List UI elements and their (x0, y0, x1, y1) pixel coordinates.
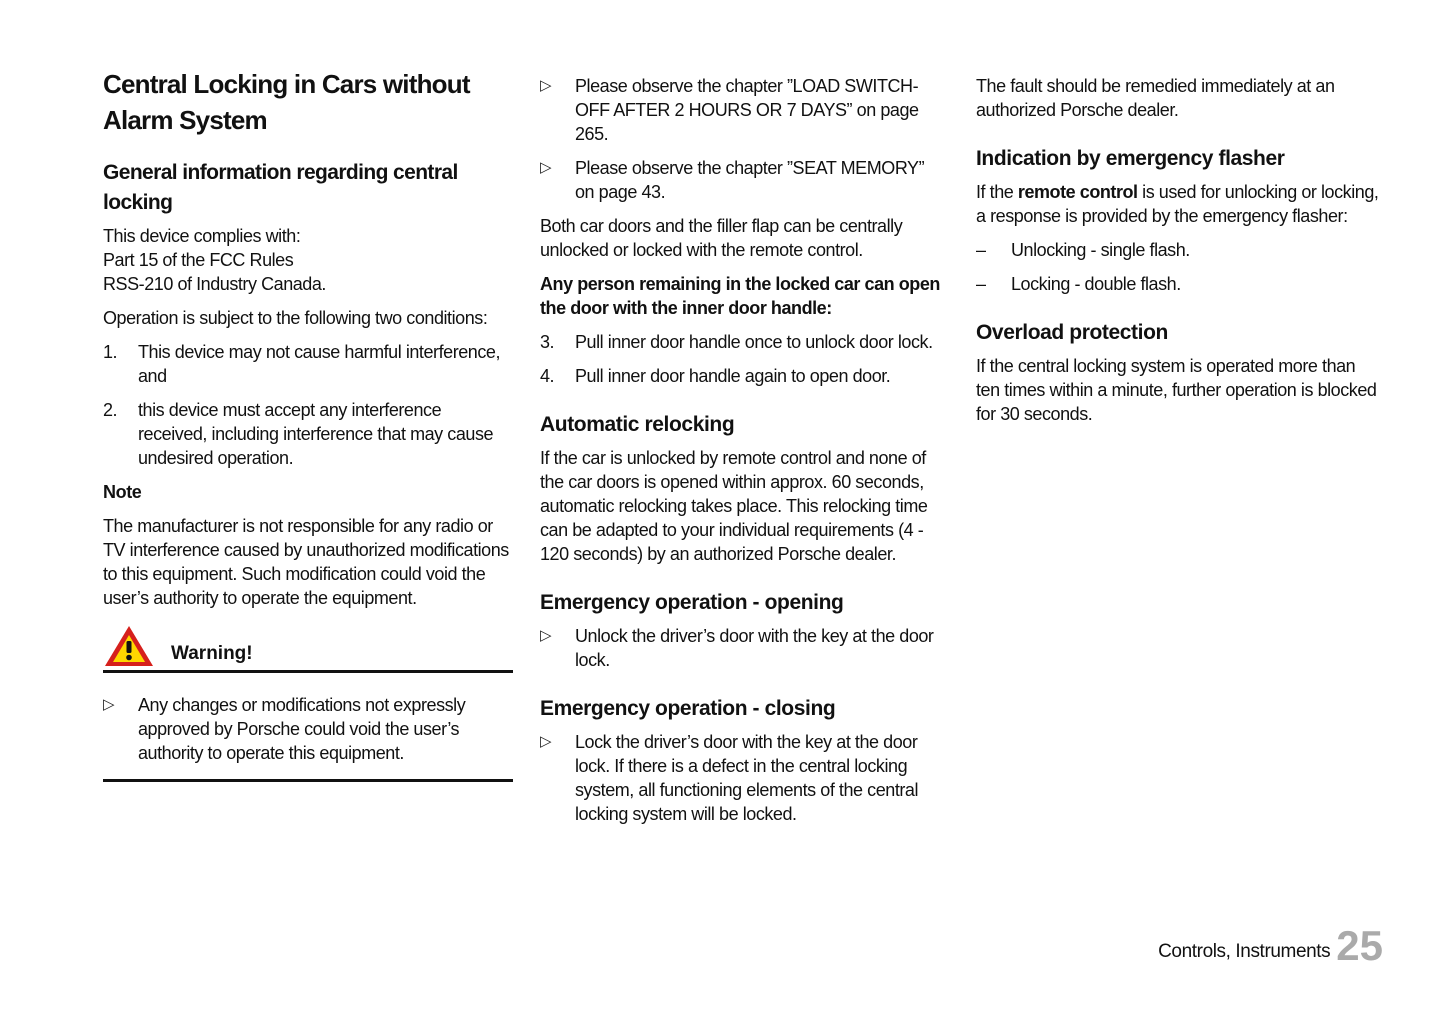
bullet-triangle-icon: ▷ (103, 696, 115, 713)
bullet-triangle-icon: ▷ (540, 77, 552, 94)
flasher-text-post: is used for unlocking or locking, a response is provided by the emergency flasher: (976, 182, 1379, 226)
inner-handle-text: Any person remaining in the locked car can open the door with the inner door handle: (540, 274, 940, 318)
step-text: Pull inner door handle once to unlock door lock. (575, 332, 933, 352)
step-item (540, 364, 945, 388)
doors-text: Both car doors and the filler flap can be centrally unlocked or locked with the remote control. (540, 216, 903, 260)
flash-item (976, 272, 1381, 296)
page-title: Central Locking in Cars without Alarm System (103, 69, 470, 135)
general-info-heading: General information regarding central locking (103, 161, 458, 214)
warning-label: Warning! (171, 643, 253, 664)
section-label: Controls, Instruments (1158, 941, 1331, 962)
flash-text: Unlocking - single flash. (1011, 240, 1190, 260)
compliance-line: RSS-210 of Industry Canada. (103, 274, 326, 294)
step-number: 3. (540, 332, 555, 352)
column-left (103, 66, 513, 782)
warning-item (103, 693, 513, 765)
overload-heading: Overload protection (976, 321, 1168, 344)
condition-item (103, 340, 513, 388)
warning-body (103, 693, 513, 782)
condition-number: 2. (103, 400, 118, 420)
warning-text: Any changes or modifications not expressly approved by Porsche could void the user’s authority to operate this equipment. (138, 695, 466, 763)
dash-bullet: – (976, 274, 986, 294)
emergency-closing-heading: Emergency operation - closing (540, 697, 836, 720)
bullet-triangle-icon: ▷ (540, 627, 552, 644)
bullet-item (540, 730, 945, 826)
dash-bullet: – (976, 240, 986, 260)
emergency-opening-heading: Emergency operation - opening (540, 591, 844, 614)
warning-header (103, 620, 513, 673)
flasher-text (976, 180, 1381, 228)
column-middle (540, 66, 945, 836)
remote-control-bold: remote control (1017, 182, 1138, 202)
page-number: 25 (1336, 922, 1383, 969)
flasher-heading: Indication by emergency flasher (976, 147, 1285, 170)
page-footer (1158, 922, 1383, 969)
bullet-item (540, 156, 945, 204)
column-right (976, 66, 1381, 436)
compliance-line: Part 15 of the FCC Rules (103, 250, 294, 270)
condition-text: This device may not cause harmful interference, and (138, 342, 501, 386)
bullet-text: Lock the driver’s door with the key at the door lock. If there is a defect in the central locking system, all functioning elements of the central locking system will be locked. (575, 732, 919, 824)
compliance-line: This device complies with: (103, 226, 301, 246)
step-text: Pull inner door handle again to open door. (575, 366, 891, 386)
relocking-text: If the car is unlocked by remote control and none of the car doors is opened within approx. 60 seconds, automatic relocking takes place. This relocking time can be adapted to your individual requirements (4 - 120 seconds) by an authorized Porsche dealer. (540, 448, 928, 564)
condition-number: 1. (103, 342, 118, 362)
bullet-triangle-icon: ▷ (540, 159, 552, 176)
condition-text: this device must accept any interference received, including interference that may cause undesired operation. (138, 400, 494, 468)
bullet-text: Unlock the driver’s door with the key at the door lock. (575, 626, 934, 670)
step-item (540, 330, 945, 354)
flash-text: Locking - double flash. (1011, 274, 1181, 294)
bullet-text: Please observe the chapter ”LOAD SWITCH-OFF AFTER 2 HOURS OR 7 DAYS” on page 265. (575, 76, 919, 144)
operation-intro: Operation is subject to the following two conditions: (103, 308, 488, 328)
overload-text: If the central locking system is operated more than ten times within a minute, further operation is blocked for 30 seconds. (976, 356, 1377, 424)
warning-triangle-icon (103, 624, 155, 668)
relocking-heading: Automatic relocking (540, 413, 735, 436)
flasher-text-pre: If the (976, 182, 1018, 202)
bullet-item (540, 624, 945, 672)
compliance-block (103, 224, 513, 296)
condition-item (103, 398, 513, 470)
note-heading: Note (103, 482, 142, 502)
flash-item (976, 238, 1381, 262)
bullet-item (540, 74, 945, 146)
bullet-triangle-icon: ▷ (540, 733, 552, 750)
fault-text: The fault should be remedied immediately at an authorized Porsche dealer. (976, 76, 1335, 120)
step-number: 4. (540, 366, 555, 386)
note-text: The manufacturer is not responsible for any radio or TV interference caused by unauthorized modifications to this equipment. Such modification could void the user’s authority to operate the equipment. (103, 516, 509, 608)
bullet-text: Please observe the chapter ”SEAT MEMORY” on page 43. (575, 158, 925, 202)
